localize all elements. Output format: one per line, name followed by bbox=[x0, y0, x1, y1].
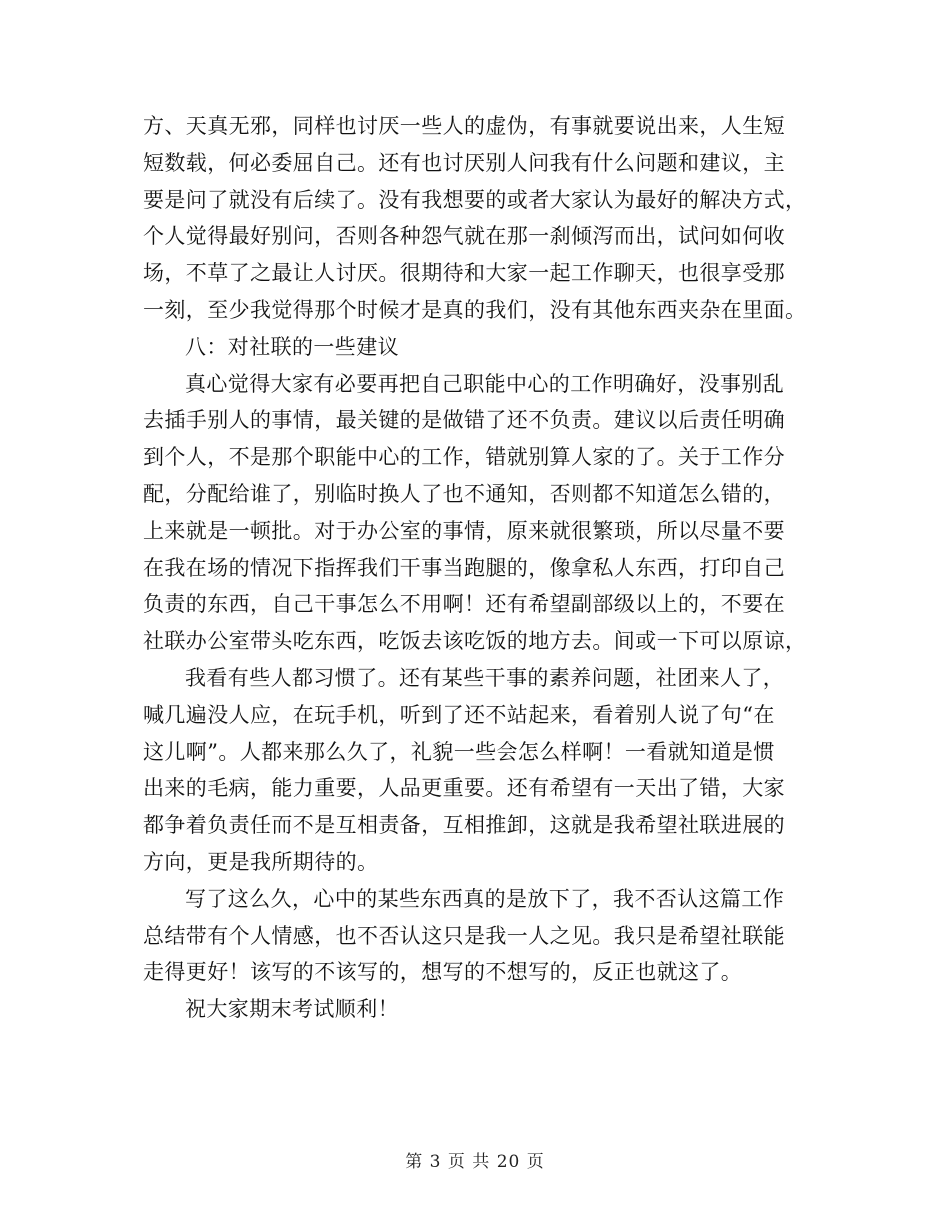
text-line: 出来的毛病，能力重要，人品更重要。还有希望有一天出了错，大家 bbox=[143, 776, 785, 801]
text-line: 一刻，至少我觉得那个时候才是真的我们，没有其他东西夹杂在里面。 bbox=[143, 297, 807, 322]
text-line: 上来就是一顿批。对于办公室的事情，原来就很繁琐，所以尽量不要 bbox=[143, 518, 785, 543]
text-line: 走得更好！该写的不该写的，想写的不想写的，反正也就这了。 bbox=[143, 960, 743, 985]
text-line: 我看有些人都习惯了。还有某些干事的素养问题，社团来人了， bbox=[185, 665, 785, 690]
text-line: 都争着负责任而不是互相责备，互相推卸，这就是我希望社联进展的 bbox=[143, 813, 785, 838]
text-line: 真心觉得大家有必要再把自己职能中心的工作明确好，没事别乱 bbox=[185, 371, 785, 396]
text-line: 方向，更是我所期待的。 bbox=[143, 849, 379, 874]
page-number-footer: 第 3 页 共 20 页 bbox=[405, 1152, 545, 1172]
text-line: 去插手别人的事情，最关键的是做错了还不负责。建议以后责任明确 bbox=[143, 408, 785, 433]
text-line: 场，不草了之最让人讨厌。很期待和大家一起工作聊天，也很享受那 bbox=[143, 261, 785, 286]
text-line: 这儿啊”。人都来那么久了，礼貌一些会怎么样啊！一看就知道是惯 bbox=[143, 739, 775, 764]
text-line: 总结带有个人情感，也不否认这只是我一人之见。我只是希望社联能 bbox=[143, 923, 785, 948]
text-line: 在我在场的情况下指挥我们干事当跑腿的，像拿私人东西，打印自己 bbox=[143, 555, 785, 580]
text-line: 写了这么久，心中的某些东西真的是放下了，我不否认这篇工作 bbox=[185, 886, 785, 911]
text-line: 配，分配给谁了，别临时换人了也不通知，否则都不知道怎么错的， bbox=[143, 481, 785, 506]
text-line: 喊几遍没人应，在玩手机，听到了还不站起来，看着别人说了句“在 bbox=[143, 702, 775, 727]
text-line: 方、天真无邪，同样也讨厌一些人的虚伪，有事就要说出来，人生短 bbox=[143, 114, 785, 138]
text-line: 社联办公室带头吃东西，吃饭去该吃饭的地方去。间或一下可以原谅， bbox=[143, 629, 807, 654]
text-line: 到个人，不是那个职能中心的工作，错就别算人家的了。关于工作分 bbox=[143, 445, 785, 470]
text-line: 要是问了就没有后续了。没有我想要的或者大家认为最好的解决方式， bbox=[143, 187, 807, 212]
text-line: 祝大家期末考试顺利！ bbox=[185, 997, 399, 1022]
text-line: 负责的东西，自己干事怎么不用啊！还有希望副部级以上的，不要在 bbox=[143, 592, 785, 617]
text-line: 短数载，何必委屈自己。还有也讨厌别人问我有什么问题和建议，主 bbox=[143, 150, 785, 175]
section-heading: 八：对社联的一些建议 bbox=[185, 334, 399, 359]
text-line: 个人觉得最好别问，否则各种怨气就在那一刹倾泻而出，试问如何收 bbox=[143, 224, 785, 249]
document-body bbox=[143, 108, 808, 1028]
